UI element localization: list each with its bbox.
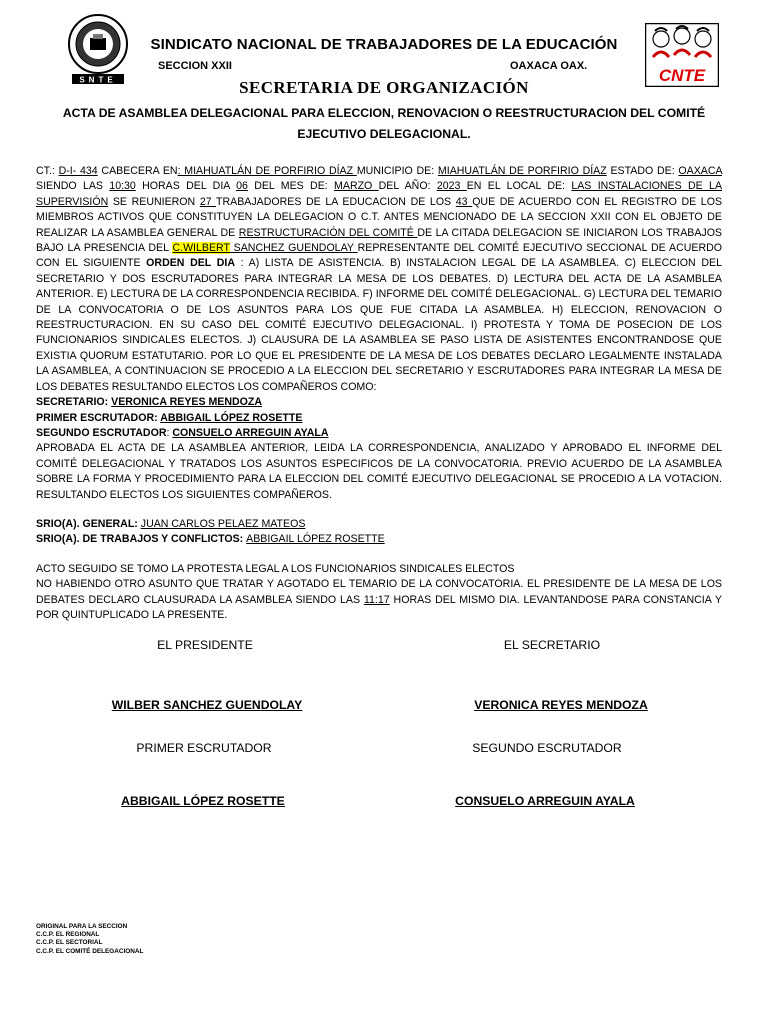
second-scrutineer-name: CONSUELO ARREGUIN AYALA xyxy=(455,794,635,808)
workers-count: 27 xyxy=(199,195,217,208)
president-title: EL PRESIDENTE xyxy=(157,638,253,652)
city-label: OAXACA OAX. xyxy=(510,60,588,72)
close-time: 11:17 xyxy=(363,593,390,606)
footer-line: C.C.P. EL REGIONAL xyxy=(36,931,100,939)
municipio-value: MIAHUATLÁN DE PORFIRIO DÍAZ xyxy=(437,165,607,177)
copy-distribution-list xyxy=(36,923,143,956)
representative-name: SANCHEZ GUENDOLAY xyxy=(229,242,358,255)
snte-logo-text: SNTE xyxy=(79,75,117,85)
place-value: LAS INSTALACIONES DE LA SUPERVISIÓN xyxy=(36,180,723,208)
representative-highlight: C.WILBERT xyxy=(172,242,230,255)
second-scrutineer-title: SEGUNDO ESCRUTADOR xyxy=(472,741,622,755)
act-body xyxy=(36,164,722,623)
month-value: MARZO xyxy=(334,180,379,193)
footer-line: C.C.P. EL SECTORIAL xyxy=(36,939,103,947)
cabecera-value: : MIAHUATLÁN DE PORFIRIO DÍAZ xyxy=(177,165,357,177)
opening-paragraph: CT.: D-I- 434 CABECERA EN: MIAHUATLÁN DE PORFIRIO DÍAZ MUNICIPIO DE: MIAHUATLÁN DE PORFIRIO DÍAZ ESTADO DE: OAXACA SIENDO LAS 10:30 HORAS DEL DIA 06 DEL MES DE: MARZO DEL AÑO: 2023 EN EL LOCAL DE: LAS INSTALACIONES DE LA SUPERVISIÓN SE REUNIERON 27 TRABAJADORES DE LA EDUCACION DE LOS 43 QUE DE ACUERDO CON EL REGISTRO DE LOS MIEMBROS ACTIVOS QUE CONSTITUYEN LA DELEGACION O C.T. ANTES MENCIONADO DE LA SECCION XXII CON EL OBJETO DE REALIZAR LA ASAMBLEA GENERAL DE RESTRUCTURACIÓN DEL COMITÉ DE LA CITADA DELEGACION SE INICIARON LOS TRABAJOS BAJO LA PRESENCIA DEL C.WILBERT SANCHEZ GUENDOLAY REPRESENTANTE DEL COMITÉ EJECUTIVO SECCIONAL DE ACUERDO CON EL SIGUIENTE ORDEN DEL DIA : A) LISTA DE ASISTENCIA. B) INSTALACION LEGAL DE LA ASAMBLEA. C) ELECCION DEL SECRETARIO Y DOS ESCRUTADORES PARA INTEGRAR LA MESA DE LOS DEBATES. D) LECTURA DEL ACTA DE LA ASAMBLEA ANTERIOR. E) LECTURA DE LA CORRESPONDENCIA RECIBIDA. F) INFORME DEL COMITÉ DELEGACIONAL. G) LECTURA DEL TEMARIO DE LA CONVOCATORIA O DE LOS ASUNTOS PARA LOS QUE FUE CITADA LA ASAMBLEA. H) ELECCION, RENOVACION O REESTRUCTURACION. EN SU CASO DEL COMITÉ EJECUTIVO DELEGACIONAL. I) PROTESTA Y TOMA DE POSECION DE LOS FUNCIONARIOS SINDICALES ELECTOS. J) CLAUSURA DE LA ASAMBLEA SE PASO LISTA DE ASISTENTES ENCONTRANDOSE QUE EXISTIA QUORUM ESTATUTARIO. POR LO QUE EL PRESIDENTE DE LA MESA DE LOS DEBATES DECLARO LEGALMENTE INSTALADA LA ASAMBLEA, A CONTINUACION SE PROCEDIO A LA ELECCION DEL SECRETARIO Y ESCRUTADORES PARA INTEGRAR LA MESA DE LOS DEBATES RESULTANDO ELECTOS LOS COMPAÑEROS COMO: xyxy=(36,165,723,393)
start-time: 10:30 xyxy=(109,180,136,193)
protest-line: ACTO SEGUIDO SE TOMO LA PROTESTA LEGAL A LOS FUNCIONARIOS SINDICALES ELECTOS xyxy=(36,562,515,575)
cnte-logo-text: CNTE xyxy=(658,66,706,85)
footer-line: C.C.P. EL COMITÉ DELEGACIONAL xyxy=(36,947,144,955)
first-scrutineer-title: PRIMER ESCRUTADOR xyxy=(136,741,272,755)
estado-value: OAXACA xyxy=(678,165,722,177)
union-name: SINDICATO NACIONAL DE TRABAJADORES DE LA EDUCACIÓN xyxy=(150,36,618,53)
general-secretary-line: SRIO(A). GENERAL: JUAN CARLOS PELAEZ MATEOS xyxy=(36,517,306,530)
first-scrutineer-name: ABBIGAIL LÓPEZ ROSETTE xyxy=(121,794,285,808)
members-count: 43 xyxy=(455,195,473,208)
secretary-line: SECRETARIO: VERONICA REYES MENDOZA xyxy=(36,396,263,409)
footer-line: ORIGINAL PARA LA SECCION xyxy=(36,923,128,930)
agenda-label: ORDEN DEL DIA xyxy=(146,257,235,270)
secretariat-title: SECRETARIA DE ORGANIZACIÓN xyxy=(239,78,529,97)
agenda-text: : A) LISTA DE ASISTENCIA. B) INSTALACION LEGAL DE LA ASAMBLEA. C) ELECCION DEL SECRETARIO Y DOS ESCRUTADORES PARA INTEGRAR LA MESA DE LOS DEBATES. D) LECTURA DEL ACTA DE LA ASAMBLEA ANTERIOR. E) LECTURA DE LA CORRESPONDENCIA RECIBIDA. F) INFORME DEL COMITÉ DELEGACIONAL. G) LECTURA DEL TEMARIO DE LA CONVOCATORIA O DE LOS ASUNTOS PARA LOS QUE FUE CITADA LA ASAMBLEA. H) ELECCION, RENOVACION O REESTRUCTURACION. EN SU CASO DEL COMITÉ EJECUTIVO DELEGACIONAL. I) PROTESTA Y TOMA DE POSECION DE LOS FUNCIONARIOS SINDICALES ELECTOS. J) CLAUSURA DE LA ASAMBLEA SE PASO LISTA DE ASISTENTES ENCONTRANDOSE QUE EXISTIA QUORUM ESTATUTARIO. POR LO QUE EL PRESIDENTE DE LA MESA DE LOS DEBATES DECLARO LEGALMENTE INSTALADA LA ASAMBLEA, A CONTINUACION SE PROCEDIO A LA ELECCION DEL SECRETARIO Y ESCRUTADORES PARA INTEGRAR LA MESA DE LOS DEBATES RESULTANDO ELECTOS LOS COMPAÑEROS COMO: xyxy=(36,257,722,393)
closing-paragraph: NO HABIENDO OTRO ASUNTO QUE TRATAR Y AGOTADO EL TEMARIO DE LA CONVOCATORIA. EL PRESIDENTE DE LA MESA DE LOS DEBATES DECLARO CLAUSURADA LA ASAMBLEA SIENDO LAS 11:17 HORAS DEL MISMO DIA. LEVANTANDOSE PARA CONSTANCIA Y POR QUINTUPLICADO LA PRESENTE. xyxy=(36,578,723,621)
president-name: WILBER SANCHEZ GUENDOLAY xyxy=(111,698,303,712)
purpose-value: RESTRUCTURACIÓN DEL COMITÉ xyxy=(238,226,418,239)
work-conflicts-secretary-line: SRIO(A). DE TRABAJOS Y CONFLICTOS: ABBIGAIL LÓPEZ ROSETTE xyxy=(36,533,385,546)
approval-paragraph: APROBADA EL ACTA DE LA ASAMBLEA ANTERIOR, LEIDA LA CORRESPONDENCIA, ANALIZADO Y APROBADO EL INFORME DEL COMITÉ DELEGACIONAL Y TRATADOS LOS ASUNTOS ESPECIFICOS DE LA CONVOCATORIA. PREVIO ACUERDO DE LA ASAMBLEA SOBRE LA FORMA Y PROCEDIMIENTO PARA LA ELECCION DEL COMITÉ EJECUTIVO DELEGACIONAL SE PROCEDIO A LA VOTACION. RESULTANDO ELECTOS LOS SIGUIENTES COMPAÑEROS. xyxy=(36,442,722,501)
secretary-title: EL SECRETARIO xyxy=(503,638,601,652)
ct-value: D-I- 434 xyxy=(58,165,98,177)
day-value: 06 xyxy=(236,180,248,193)
act-title: ACTA DE ASAMBLEA DELEGACIONAL PARA ELECCION, RENOVACION O REESTRUCTURACION DEL COMITÉ EJECUTIVO DELEGACIONAL. xyxy=(62,106,706,141)
section-label: SECCION XXII xyxy=(158,60,232,72)
secretary-name: VERONICA REYES MENDOZA xyxy=(474,698,648,712)
year-value: 2023 xyxy=(436,180,467,193)
second-scrutineer-line: SEGUNDO ESCRUTADOR: CONSUELO ARREGUIN AYALA xyxy=(36,426,329,439)
first-scrutineer-line: PRIMER ESCRUTADOR: ABBIGAIL LÓPEZ ROSETTE xyxy=(36,411,303,424)
